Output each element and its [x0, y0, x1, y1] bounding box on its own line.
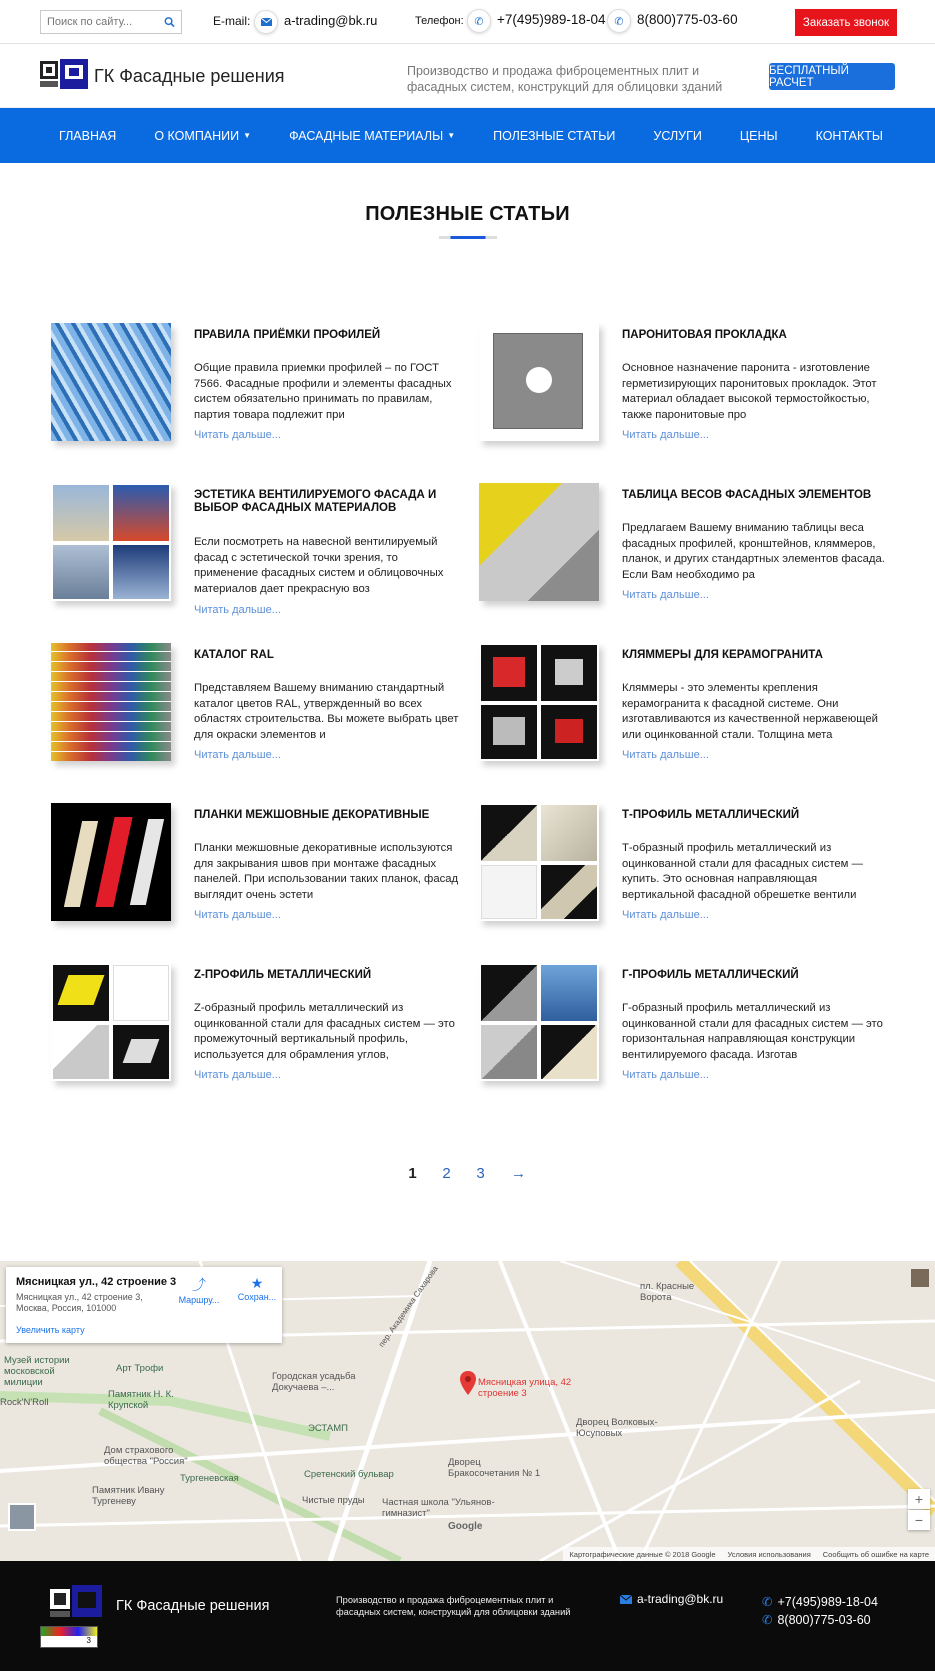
map-label: Арт Трофи [116, 1363, 164, 1374]
map-label: Дворец Волковых-Юсуповых [576, 1417, 658, 1439]
map-label: Городская усадьба Докучаева –... [272, 1371, 356, 1393]
article-excerpt: Если посмотреть на навесной вентилируемый фасад с эстетической точки зрения, то применение фасадных систем и облицовочных материалов дает прекрасную воз [194, 536, 444, 596]
article-card [469, 323, 889, 458]
phone-icon: ✆ [607, 9, 631, 33]
zoom-in-button[interactable]: + [908, 1489, 930, 1509]
nav-item-materials[interactable]: ФАСАДНЫЕ МАТЕРИАЛЫ ▼ [289, 128, 456, 143]
map-label: Сретенский бульвар [304, 1469, 394, 1480]
article-title[interactable]: Т-ПРОФИЛЬ МЕТАЛЛИЧЕСКИЙ [622, 809, 800, 821]
google-logo: Google [448, 1521, 483, 1532]
article-thumbnail[interactable] [51, 323, 171, 441]
article-thumbnail[interactable] [479, 643, 599, 761]
read-more-link[interactable]: Читать дальше... [194, 1069, 281, 1081]
article-card [41, 963, 461, 1098]
logo-icon[interactable] [50, 1583, 106, 1619]
nav-item-services[interactable]: УСЛУГИ [653, 128, 702, 143]
map-pin-icon[interactable] [460, 1371, 476, 1395]
article-title[interactable]: Г-ПРОФИЛЬ МЕТАЛЛИЧЕСКИЙ [622, 969, 799, 981]
avatar[interactable] [911, 1269, 929, 1287]
nav-item-contacts[interactable]: КОНТАКТЫ [815, 128, 883, 143]
article-title[interactable]: ПАРОНИТОВАЯ ПРОКЛАДКА [622, 329, 787, 341]
route-icon: ⤴ [192, 1277, 206, 1293]
article-excerpt: Т-образный профиль металлический из оцинкованной стали для фасадных систем — купить. Это основная направляющая вертикальной фасадной обрешетке вентили [622, 842, 863, 902]
article-card [41, 643, 461, 778]
article-thumbnail[interactable] [51, 483, 171, 601]
directions-button[interactable]: ⤴ Маршру... [174, 1275, 224, 1305]
map-label: Дворец Бракосочетания № 1 [448, 1457, 541, 1479]
brand-name[interactable]: ГК Фасадные решения [94, 66, 285, 86]
email-label: E-mail: [213, 14, 251, 28]
search-icon[interactable] [164, 16, 175, 28]
footer-phone-2[interactable]: ✆ 8(800)775-03-60 [762, 1612, 871, 1627]
article-thumbnail[interactable] [51, 963, 171, 1081]
footer-brand[interactable]: ГК Фасадные решения [116, 1598, 270, 1614]
map-place-card [6, 1267, 282, 1343]
main-nav [0, 108, 935, 163]
article-excerpt: Г-образный профиль металлический из оцинкованной стали для фасадных систем — это горизонтальная направляющая конструкции вентилируемого фасада. Изготав [622, 1002, 883, 1062]
read-more-link[interactable]: Читать дальше... [194, 749, 281, 761]
article-excerpt: Представляем Вашему вниманию стандартный каталог цветов RAL, утвержденный во всех областях строительства. Вы можете выбрать цвет для окраски элементов и [194, 682, 459, 742]
article-excerpt: Общие правила приемки профилей – по ГОСТ 7566. Фасадные профили и элементы фасадных систем обязательно принимать по правилам, партия товара подлежит при [194, 362, 452, 422]
article-excerpt: Планки межшовные декоративные используются для закрывания швов при монтаже фасадных панелей. При использовании таких планок, фасад выглядит очень эстети [194, 842, 459, 902]
visitor-counter[interactable]: 3 [40, 1626, 98, 1648]
map-label: Памятник Ивану Тургеневу [92, 1485, 165, 1507]
phone-icon: ✆ [762, 1595, 773, 1609]
map-label: Памятник Н. К. Крупской [108, 1389, 174, 1411]
article-card [469, 483, 889, 618]
enlarge-map-link[interactable]: Увеличить карту [16, 1325, 85, 1335]
read-more-link[interactable]: Читать дальше... [622, 589, 709, 601]
map-label: Частная школа "Ульянов-гимназист" [382, 1497, 495, 1519]
page-1-link[interactable]: 1 [408, 1165, 417, 1182]
map-label: Дом страхового общества "Россия" [104, 1445, 188, 1467]
topbar [0, 0, 935, 44]
read-more-link[interactable]: Читать дальше... [194, 429, 281, 441]
article-title[interactable]: ЭСТЕТИКА ВЕНТИЛИРУЕМОГО ФАСАДА И ВЫБОР ФАСАДНЫХ МАТЕРИАЛОВ [194, 489, 437, 514]
map-label: Rock'N'Roll [0, 1397, 49, 1408]
search-box[interactable] [40, 10, 182, 34]
article-thumbnail[interactable] [479, 963, 599, 1081]
logo-icon[interactable] [40, 57, 92, 91]
article-excerpt: Кляммеры - это элементы крепления керамогранита к фасадной системе. Они изготавливаются из качественной нержавеющей или оцинкованной стали. Толщина мета [622, 682, 878, 742]
article-excerpt: Основное назначение паронита - изготовление герметизирующих паронитовых прокладок. Этот материал обладает высокой термостойкостью, также паронитовые про [622, 362, 877, 422]
map-label: пл. Красные Ворота [640, 1281, 695, 1303]
site-footer [0, 1561, 935, 1671]
caret-down-icon: ▼ [447, 131, 456, 140]
search-input[interactable] [47, 16, 164, 28]
article-title[interactable]: ПРАВИЛА ПРИЁМКИ ПРОФИЛЕЙ [194, 329, 381, 341]
article-title[interactable]: Z-ПРОФИЛЬ МЕТАЛЛИЧЕСКИЙ [194, 969, 372, 981]
map-label: Тургеневская [180, 1473, 239, 1484]
article-title[interactable]: ТАБЛИЦА ВЕСОВ ФАСАДНЫХ ЭЛЕМЕНТОВ [622, 489, 872, 501]
map-label: пер. Академика Сахарова [376, 1264, 440, 1349]
top-phone-1[interactable]: +7(495)989-18-04 [497, 12, 606, 27]
page-title: ПОЛЕЗНЫЕ СТАТЬИ [365, 203, 570, 225]
google-map[interactable] [0, 1261, 935, 1561]
read-more-link[interactable]: Читать дальше... [622, 429, 709, 441]
top-email-link[interactable]: a-trading@bk.ru [284, 13, 378, 28]
map-label: ЭСТАМП [308, 1423, 348, 1434]
nav-item-prices[interactable]: ЦЕНЫ [739, 128, 778, 143]
articles-grid [0, 323, 935, 1183]
free-calc-button[interactable]: БЕСПЛАТНЫЙ РАСЧЕТ [769, 63, 895, 90]
read-more-link[interactable]: Читать дальше... [194, 604, 281, 616]
top-phone-2[interactable]: 8(800)775-03-60 [637, 12, 738, 27]
read-more-link[interactable]: Читать дальше... [194, 909, 281, 921]
map-report-link[interactable]: Сообщить об ошибке на карте [822, 1549, 929, 1559]
article-thumbnail[interactable] [479, 803, 599, 921]
article-thumbnail[interactable] [479, 483, 599, 601]
callback-button[interactable]: Заказать звонок [795, 9, 897, 36]
map-pin-label: Мясницкая улица, 42 строение 3 [478, 1377, 572, 1399]
article-card [469, 643, 889, 778]
caret-down-icon: ▼ [243, 131, 252, 140]
title-underline [439, 236, 497, 239]
article-thumbnail[interactable] [51, 803, 171, 921]
envelope-icon [620, 1595, 632, 1604]
map-label: Чистые пруды [302, 1495, 365, 1506]
read-more-link[interactable]: Читать дальше... [622, 909, 709, 921]
map-attribution: Картографические данные © 2018 Google Условия использования Сообщить об ошибке на карте [563, 1547, 935, 1561]
article-card [469, 803, 889, 938]
star-icon: ★ [250, 1275, 264, 1291]
nav-item-about[interactable]: О КОМПАНИИ ▼ [154, 128, 252, 143]
article-card [469, 963, 889, 1098]
article-excerpt: Предлагаем Вашему вниманию таблицы веса фасадных профилей, кронштейнов, кляммеров, планок, и других стандартных элементов фасада. Если Вам необходимо ра [622, 522, 885, 582]
map-place-address: Мясницкая ул., 42 строение 3, Москва, Россия, 101000 [16, 1292, 143, 1313]
article-title[interactable]: КЛЯММЕРЫ ДЛЯ КЕРАМОГРАНИТА [622, 649, 823, 661]
article-excerpt: Z-образный профиль металлический из оцинкованной стали для фасадных систем — это промежуточный вертикальный профиль, используется для обрамления углов, [194, 1002, 455, 1062]
footer-tagline: Производство и продажа фиброцементных плит и фасадных систем, конструкций для облицовки зданий [336, 1595, 571, 1617]
nav-item-articles[interactable]: ПОЛЕЗНЫЕ СТАТЬИ [493, 128, 616, 143]
map-terms-link[interactable]: Условия использования [727, 1549, 811, 1559]
footer-email[interactable]: a-trading@bk.ru [620, 1592, 723, 1606]
article-thumbnail[interactable] [51, 643, 171, 761]
site-header [0, 44, 935, 108]
phone-icon: ✆ [467, 9, 491, 33]
header-tagline: Производство и продажа фиброцементных плит и фасадных систем, конструкций для облицовки зданий [407, 64, 723, 94]
phone-icon: ✆ [762, 1613, 773, 1627]
nav-item-home[interactable]: ГЛАВНАЯ [59, 128, 117, 143]
article-card [41, 483, 461, 618]
read-more-link[interactable]: Читать дальше... [622, 749, 709, 761]
article-card [41, 323, 461, 458]
phone-label: Телефон: [415, 15, 464, 27]
article-thumbnail[interactable] [479, 323, 599, 441]
page-3-link[interactable]: 3 [476, 1165, 485, 1182]
article-title[interactable]: КАТАЛОГ RAL [194, 649, 274, 661]
article-title[interactable]: ПЛАНКИ МЕЖШОВНЫЕ ДЕКОРАТИВНЫЕ [194, 809, 430, 821]
street-view-icon[interactable] [8, 1503, 36, 1531]
map-label: Музей истории московской милиции [4, 1355, 70, 1388]
page-2-link[interactable]: 2 [442, 1165, 451, 1182]
read-more-link[interactable]: Читать дальше... [622, 1069, 709, 1081]
zoom-out-button[interactable]: − [908, 1510, 930, 1530]
next-page-arrow-icon[interactable]: → [511, 1165, 526, 1182]
footer-phone-1[interactable]: ✆ +7(495)989-18-04 [762, 1594, 878, 1609]
map-place-title: Мясницкая ул., 42 строение 3 [16, 1276, 177, 1288]
save-place-button[interactable]: ★ Сохран... [234, 1275, 280, 1302]
article-card [41, 803, 461, 938]
envelope-icon [254, 10, 278, 34]
